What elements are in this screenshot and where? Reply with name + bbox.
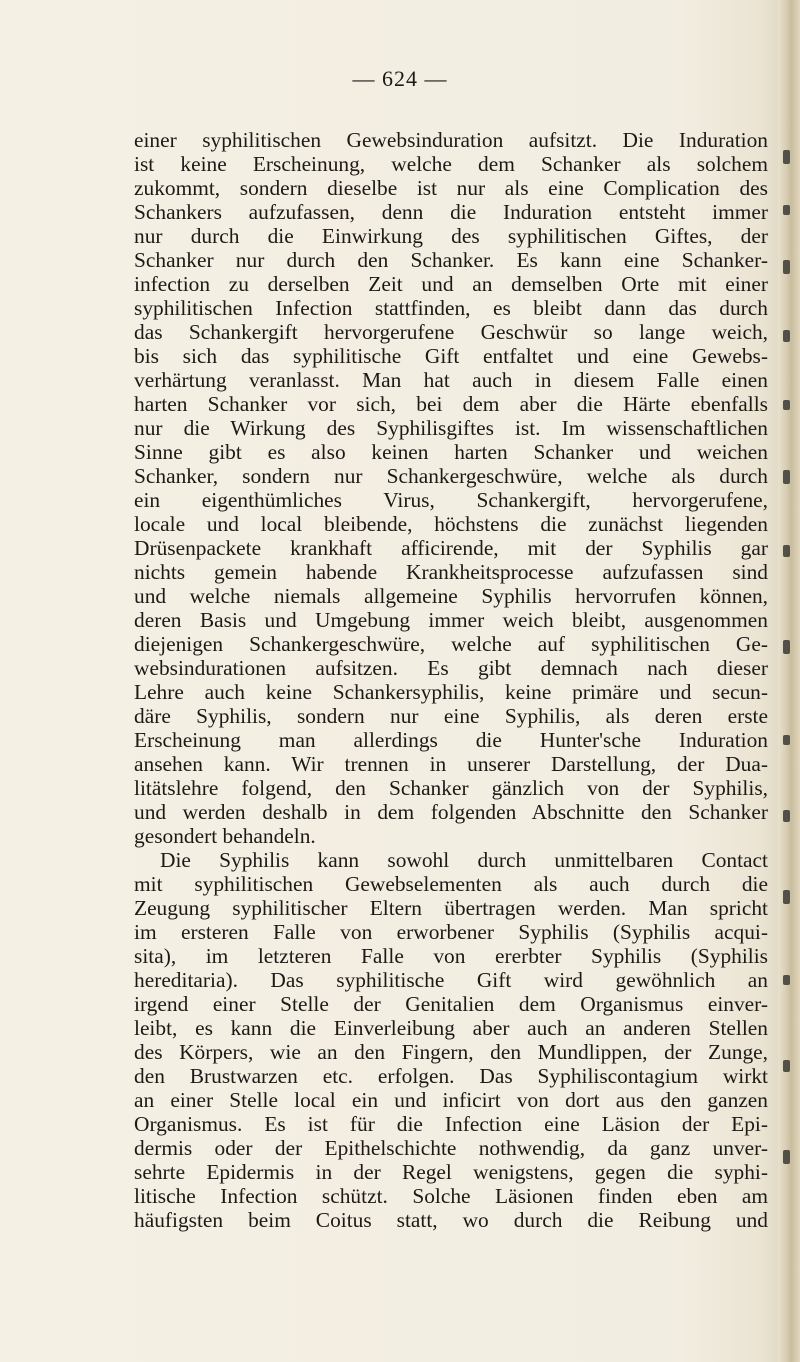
text-line: und welche niemals allgemeine Syphilis hervorrufen können, bbox=[134, 584, 768, 608]
text-line: nur durch die Einwirkung des syphilitischen Giftes, der bbox=[134, 224, 768, 248]
page-edge bbox=[778, 0, 800, 1362]
text-line: bis sich das syphilitische Gift entfaltet und eine Gewebs- bbox=[134, 344, 768, 368]
text-line: mit syphilitischen Gewebselementen als auch durch die bbox=[134, 872, 768, 896]
text-line: einer syphilitischen Gewebsinduration aufsitzt. Die Induration bbox=[134, 128, 768, 152]
text-line: im ersteren Falle von erworbener Syphilis (Syphilis acqui- bbox=[134, 920, 768, 944]
text-line: hereditaria). Das syphilitische Gift wird gewöhnlich an bbox=[134, 968, 768, 992]
text-line: Zeugung syphilitischer Eltern übertragen werden. Man spricht bbox=[134, 896, 768, 920]
paragraph-end-line: gesondert behandeln. bbox=[134, 824, 316, 848]
text-line: den Brustwarzen etc. erfolgen. Das Syphiliscontagium wirkt bbox=[134, 1064, 768, 1088]
text-line: leibt, es kann die Einverleibung aber auch an anderen Stellen bbox=[134, 1016, 768, 1040]
text-line: websindurationen aufsitzen. Es gibt demnach nach dieser bbox=[134, 656, 768, 680]
text-line: ansehen kann. Wir trennen in unserer Darstellung, der Dua- bbox=[134, 752, 768, 776]
text-line: Lehre auch keine Schankersyphilis, keine primäre und secun- bbox=[134, 680, 768, 704]
edge-mark bbox=[783, 470, 790, 484]
text-line: Schanker nur durch den Schanker. Es kann eine Schanker- bbox=[134, 248, 768, 272]
edge-mark bbox=[783, 205, 790, 215]
text-line: Drüsenpackete krankhaft afficirende, mit der Syphilis gar bbox=[134, 536, 768, 560]
text-line: irgend einer Stelle der Genitalien dem Organismus einver- bbox=[134, 992, 768, 1016]
text-line: infection zu derselben Zeit und an demselben Orte mit einer bbox=[134, 272, 768, 296]
text-line: Schanker, sondern nur Schankergeschwüre, welche als durch bbox=[134, 464, 768, 488]
edge-mark bbox=[783, 975, 790, 985]
text-line: häufigsten beim Coitus statt, wo durch die Reibung und bbox=[134, 1208, 768, 1232]
text-line: Schankers aufzufassen, denn die Induration entsteht immer bbox=[134, 200, 768, 224]
text-line: locale und local bleibende, höchstens die zunächst liegenden bbox=[134, 512, 768, 536]
edge-mark bbox=[783, 545, 790, 557]
text-line: verhärtung veranlasst. Man hat auch in diesem Falle einen bbox=[134, 368, 768, 392]
text-line: zukommt, sondern dieselbe ist nur als eine Complication des bbox=[134, 176, 768, 200]
text-line: ein eigenthümliches Virus, Schankergift, hervorgerufene, bbox=[134, 488, 768, 512]
paragraph-start-line: Die Syphilis kann sowohl durch unmittelbaren Contact bbox=[160, 848, 768, 872]
edge-mark bbox=[783, 260, 790, 274]
text-line: deren Basis und Umgebung immer weich bleibt, ausgenommen bbox=[134, 608, 768, 632]
text-line: dermis oder der Epithelschichte nothwendig, da ganz unver- bbox=[134, 1136, 768, 1160]
body-text bbox=[134, 128, 768, 1232]
text-line: und werden deshalb in dem folgenden Abschnitte den Schanker bbox=[134, 800, 768, 824]
edge-mark bbox=[783, 400, 790, 410]
text-line: sehrte Epidermis in der Regel wenigstens, gegen die syphi- bbox=[134, 1160, 768, 1184]
text-line: litätslehre folgend, den Schanker gänzlich von der Syphilis, bbox=[134, 776, 768, 800]
text-line: das Schankergift hervorgerufene Geschwür so lange weich, bbox=[134, 320, 768, 344]
edge-mark bbox=[783, 1150, 790, 1164]
page-number: — 624 — bbox=[352, 66, 448, 91]
text-line: Organismus. Es ist für die Infection eine Läsion der Epi- bbox=[134, 1112, 768, 1136]
text-line: däre Syphilis, sondern nur eine Syphilis, als deren erste bbox=[134, 704, 768, 728]
text-line: an einer Stelle local ein und inficirt von dort aus den ganzen bbox=[134, 1088, 768, 1112]
edge-mark bbox=[783, 810, 790, 822]
text-line: diejenigen Schankergeschwüre, welche auf syphilitischen Ge- bbox=[134, 632, 768, 656]
text-line: nichts gemein habende Krankheitsprocesse aufzufassen sind bbox=[134, 560, 768, 584]
text-line: sita), im letzteren Falle von ererbter Syphilis (Syphilis bbox=[134, 944, 768, 968]
edge-mark bbox=[783, 640, 790, 654]
text-line: Erscheinung man allerdings die Hunter'sche Induration bbox=[134, 728, 768, 752]
edge-mark bbox=[783, 890, 790, 904]
edge-mark bbox=[783, 735, 790, 745]
text-line: nur die Wirkung des Syphilisgiftes ist. Im wissenschaftlichen bbox=[134, 416, 768, 440]
text-line: ist keine Erscheinung, welche dem Schanker als solchem bbox=[134, 152, 768, 176]
text-line: syphilitischen Infection stattfinden, es bleibt dann das durch bbox=[134, 296, 768, 320]
edge-mark bbox=[783, 150, 790, 164]
text-line: harten Schanker vor sich, bei dem aber die Härte ebenfalls bbox=[134, 392, 768, 416]
text-line: Sinne gibt es also keinen harten Schanker und weichen bbox=[134, 440, 768, 464]
edge-mark bbox=[783, 1060, 790, 1072]
edge-mark bbox=[783, 330, 790, 342]
text-line: litische Infection schützt. Solche Läsionen finden eben am bbox=[134, 1184, 768, 1208]
text-line: des Körpers, wie an den Fingern, den Mundlippen, der Zunge, bbox=[134, 1040, 768, 1064]
